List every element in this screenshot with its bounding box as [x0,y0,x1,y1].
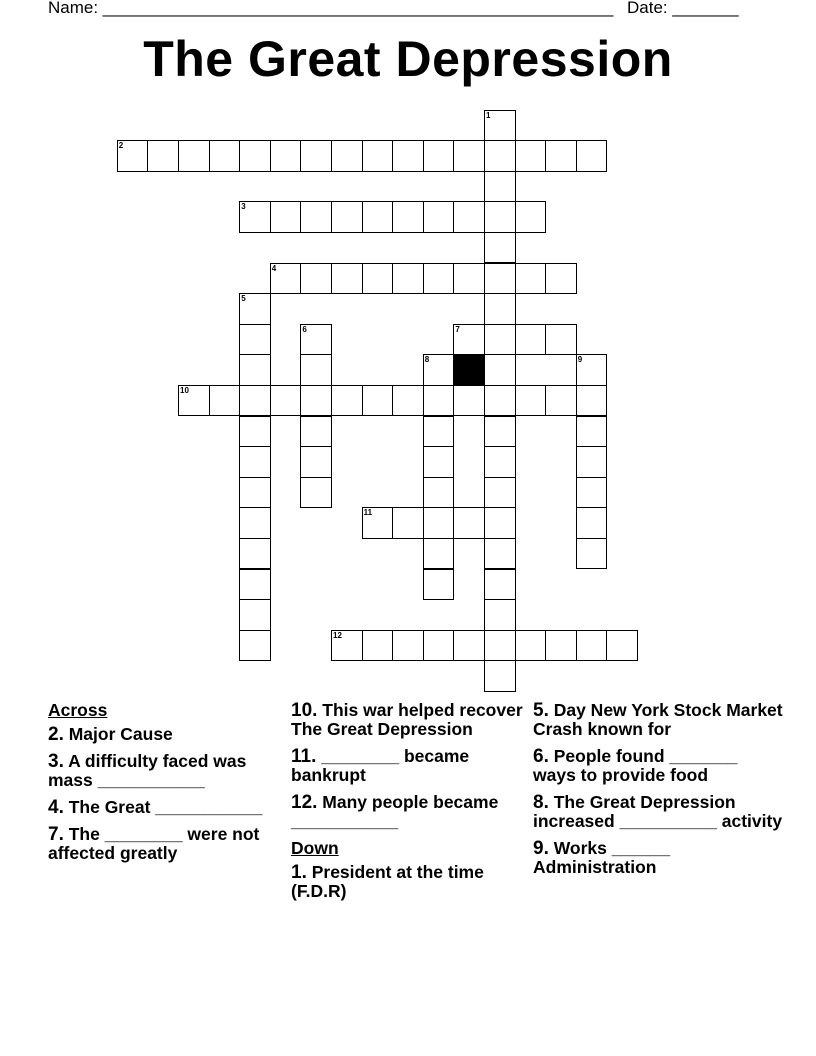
crossword-cell[interactable] [484,293,516,325]
crossword-cell[interactable] [331,140,363,172]
crossword-cell[interactable] [423,263,455,295]
crossword-cell[interactable] [239,385,271,417]
crossword-cell[interactable] [300,477,332,509]
crossword-cell[interactable] [423,385,455,417]
crossword-cell[interactable] [239,293,271,325]
crossword-cell[interactable] [484,354,516,386]
across-heading: Across [48,700,108,720]
crossword-cell[interactable] [392,385,424,417]
crossword-cell[interactable] [300,446,332,478]
crossword-cell[interactable] [392,630,424,662]
crossword-cell[interactable] [515,263,547,295]
crossword-cell[interactable] [576,385,608,417]
crossword-cell[interactable] [545,140,577,172]
crossword-cell[interactable] [515,630,547,662]
crossword-cell[interactable] [484,569,516,601]
clue-number: 5 [241,294,246,304]
clue-number: 7 [455,324,460,334]
crossword-cell[interactable] [209,385,241,417]
clue-across-7: 7. The ________ were not affected greatly [48,824,260,863]
crossword-cell[interactable] [270,201,302,233]
crossword-cell[interactable] [423,630,455,662]
crossword-cell[interactable] [423,477,455,509]
crossword-cell[interactable] [453,201,485,233]
clue-across-2: 2. Major Cause [48,724,173,745]
clue-number: 10 [180,385,189,395]
crossword-cell[interactable] [576,446,608,478]
crossword-cell[interactable] [270,263,302,295]
crossword-cell[interactable] [300,354,332,386]
crossword-cell[interactable] [576,507,608,539]
crossword-cell[interactable] [515,140,547,172]
crossword-cell[interactable] [331,385,363,417]
crossword-cell[interactable] [209,140,241,172]
crossword-cell[interactable] [484,416,516,448]
crossword-cell[interactable] [576,630,608,662]
clue-down-9: 9. Works ______ Administration [533,838,671,877]
clue-number: 1 [486,110,491,120]
crossword-cell[interactable] [484,232,516,264]
crossword-cell[interactable] [484,630,516,662]
clue-across-3: 3. A difficulty faced was mass ___________ [48,751,247,790]
crossword-cell[interactable] [239,538,271,570]
crossword-cell[interactable] [484,446,516,478]
crossword-cell[interactable] [423,140,455,172]
crossword-cell[interactable] [239,201,271,233]
crossword-cell[interactable] [300,385,332,417]
crossword-cell[interactable] [362,507,394,539]
crossword-cell[interactable] [300,324,332,356]
clue-down-8: 8. The Great Depression increased __________ activity [533,792,783,831]
crossword-cell[interactable] [484,140,516,172]
clue-down-6: 6. People found _______ ways to provide food [533,746,738,785]
crossword-cell[interactable] [239,630,271,662]
crossword-cell[interactable] [576,477,608,509]
crossword-cell[interactable] [453,630,485,662]
crossword-cell[interactable] [515,385,547,417]
clue-number: 2 [118,141,124,151]
clue-down-5: 5. Day New York Stock Market Crash known for [533,700,783,739]
crossword-cell[interactable] [453,140,485,172]
crossword-cell[interactable] [362,140,394,172]
crossword-cell[interactable] [423,416,455,448]
clue-number: 9 [577,355,583,365]
clue-number: 4 [271,263,277,273]
crossword-cell[interactable] [239,354,271,386]
date-field-line[interactable]: Date: _______ [627,0,739,17]
crossword-cell[interactable] [362,630,394,662]
clues-column-3 [533,701,783,885]
crossword-cell[interactable] [331,201,363,233]
crossword-cell[interactable] [484,507,516,539]
crossword-cell[interactable] [515,324,547,356]
down-heading: Down [291,838,339,858]
clue-down-1: 1. President at the time (F.D.R) [291,862,484,901]
crossword-cell[interactable] [392,201,424,233]
crossword-cell[interactable] [576,538,608,570]
clue-across-4: 4. The Great ___________ [48,797,263,818]
clue-across-11: 11. ________ became bankrupt [291,746,470,785]
crossword-cell[interactable] [484,263,516,295]
crossword-cell[interactable] [300,201,332,233]
crossword-cell[interactable] [484,385,516,417]
crossword-cell[interactable] [147,140,179,172]
crossword-cell[interactable] [423,354,455,386]
crossword-cell[interactable] [453,324,485,356]
crossword-cell[interactable] [423,507,455,539]
crossword-cell[interactable] [545,385,577,417]
clue-number: 12 [333,630,342,640]
clue-number: 11 [363,508,373,518]
crossword-cell[interactable] [331,630,363,662]
crossword-cell[interactable] [576,354,608,386]
crossword-cell[interactable] [178,140,210,172]
crossword-cell[interactable] [484,599,516,631]
crossword-cell[interactable] [484,201,516,233]
crossword-cell[interactable] [423,538,455,570]
crossword-cell[interactable] [606,630,638,662]
crossword-cell[interactable] [117,140,149,172]
clue-number: 6 [302,324,307,334]
crossword-cell[interactable] [362,201,394,233]
crossword-cell[interactable] [453,507,485,539]
crossword-cell[interactable] [453,385,485,417]
crossword-cell[interactable] [545,324,577,356]
crossword-cell[interactable] [423,201,455,233]
crossword-cell[interactable] [576,140,608,172]
clue-number: 8 [424,355,430,365]
crossword-cell[interactable] [362,385,394,417]
crossword-cell[interactable] [576,416,608,448]
crossword-cell[interactable] [423,569,455,601]
crossword-cell[interactable] [239,569,271,601]
crossword-cell[interactable] [484,660,516,692]
crossword-cell[interactable] [392,263,424,295]
crossword-cell[interactable] [484,477,516,509]
clues-column-2 [291,701,527,909]
crossword-cell[interactable] [392,507,424,539]
name-field-line[interactable]: Name: ______________________________________________________ [48,0,614,17]
crossword-cell[interactable] [453,263,485,295]
crossword-cell[interactable] [178,385,210,417]
crossword-cell[interactable] [300,263,332,295]
crossword-cell[interactable] [362,263,394,295]
crossword-cell[interactable] [484,110,516,142]
clue-number: 3 [241,202,246,212]
crossword-cell[interactable] [484,538,516,570]
crossword-cell[interactable] [515,201,547,233]
clues-column-1 [48,701,284,871]
crossword-cell[interactable] [239,446,271,478]
crossword-cell[interactable] [239,477,271,509]
crossword-cell[interactable] [239,599,271,631]
crossword-cell[interactable] [239,140,271,172]
crossword-cell[interactable] [545,263,577,295]
crossword-cell[interactable] [392,140,424,172]
crossword-cell[interactable] [239,324,271,356]
crossword-cell[interactable] [239,416,271,448]
crossword-cell[interactable] [300,140,332,172]
crossword-cell[interactable] [270,385,302,417]
crossword-cell[interactable] [331,263,363,295]
crossword-cell[interactable] [300,416,332,448]
crossword-cell[interactable] [545,630,577,662]
crossword-cell[interactable] [423,446,455,478]
crossword-cell[interactable] [484,324,516,356]
crossword-cell[interactable] [484,171,516,203]
page-title: The Great Depression [143,31,673,87]
clue-across-12: 12. Many people became ___________ [291,792,499,831]
crossword-cell[interactable] [239,507,271,539]
black-square [453,354,485,386]
crossword-cell[interactable] [270,140,302,172]
clue-across-10: 10. This war helped recover The Great Depression [291,700,523,739]
